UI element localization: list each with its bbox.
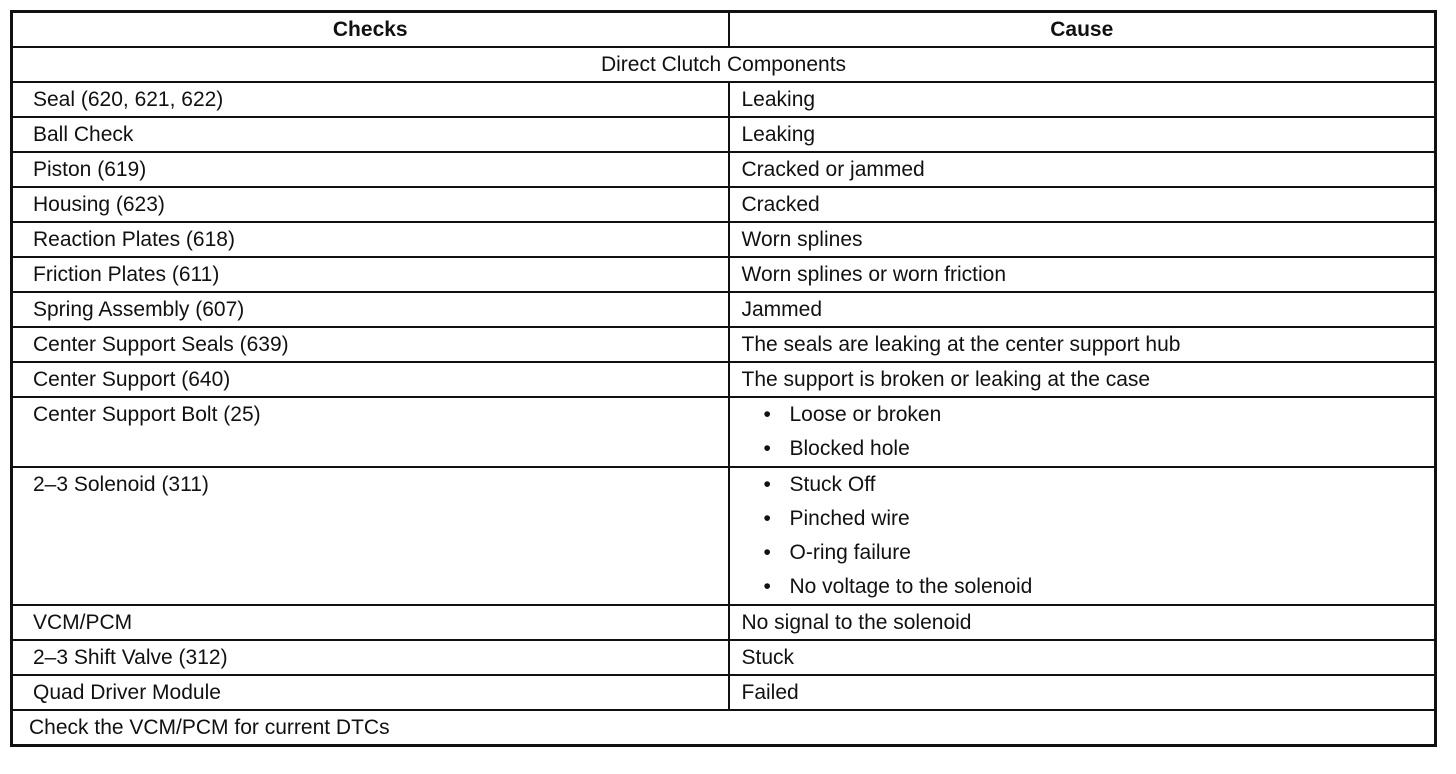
cause-cell: The support is broken or leaking at the case (729, 362, 1436, 397)
cause-cell: Jammed (729, 292, 1436, 327)
cause-bullet-item (764, 570, 1435, 604)
table-row (12, 467, 1436, 605)
check-cell: 2–3 Shift Valve (312) (12, 640, 729, 675)
check-cell: 2–3 Solenoid (311) (12, 467, 729, 605)
table-row (12, 117, 1436, 152)
cause-bullet-item (764, 398, 1435, 432)
cause-bullet-item (764, 432, 1435, 466)
bullet-icon: • (763, 403, 771, 426)
table-row (12, 640, 1436, 675)
cause-bullet-text: Blocked hole (789, 437, 910, 460)
section-row (12, 47, 1436, 82)
cause-cell: Cracked (729, 187, 1436, 222)
footer-row (12, 710, 1436, 746)
cause-bullet-list (742, 468, 1435, 604)
header-row (12, 12, 1436, 48)
table-row (12, 397, 1436, 467)
check-cell: Reaction Plates (618) (12, 222, 729, 257)
cause-cell (729, 467, 1436, 605)
diagnostic-table-container (10, 10, 1434, 747)
section-title: Direct Clutch Components (12, 47, 1436, 82)
cause-cell: The seals are leaking at the center support hub (729, 327, 1436, 362)
cause-cell: Leaking (729, 82, 1436, 117)
check-cell: Center Support Bolt (25) (12, 397, 729, 467)
cause-bullet-text: O-ring failure (789, 541, 911, 564)
check-cell: Piston (619) (12, 152, 729, 187)
cause-bullet-text: No voltage to the solenoid (789, 575, 1033, 598)
check-cell: Seal (620, 621, 622) (12, 82, 729, 117)
table-row (12, 257, 1436, 292)
table-row (12, 292, 1436, 327)
cause-bullet-item (764, 536, 1435, 570)
cause-bullet-list (742, 398, 1435, 466)
cause-bullet-item (764, 502, 1435, 536)
cause-cell: Cracked or jammed (729, 152, 1436, 187)
table-row (12, 675, 1436, 710)
cause-bullet-text: Stuck Off (789, 473, 876, 496)
cause-cell (729, 397, 1436, 467)
bullet-icon: • (763, 507, 771, 530)
cause-cell: Worn splines (729, 222, 1436, 257)
check-cell: VCM/PCM (12, 605, 729, 640)
check-cell: Quad Driver Module (12, 675, 729, 710)
diagnostic-table (10, 10, 1437, 747)
cause-cell: Stuck (729, 640, 1436, 675)
check-cell: Center Support (640) (12, 362, 729, 397)
footer-note: Check the VCM/PCM for current DTCs (12, 710, 1436, 746)
check-cell: Friction Plates (611) (12, 257, 729, 292)
check-cell: Spring Assembly (607) (12, 292, 729, 327)
bullet-icon: • (763, 575, 771, 598)
bullet-icon: • (763, 437, 771, 460)
check-cell: Housing (623) (12, 187, 729, 222)
cause-cell: Worn splines or worn friction (729, 257, 1436, 292)
table-row (12, 187, 1436, 222)
cause-bullet-text: Loose or broken (789, 403, 942, 426)
cause-cell: Failed (729, 675, 1436, 710)
cause-bullet-item (764, 468, 1435, 502)
bullet-icon: • (763, 541, 771, 564)
bullet-icon: • (763, 473, 771, 496)
table-row (12, 152, 1436, 187)
table-row (12, 362, 1436, 397)
check-cell: Center Support Seals (639) (12, 327, 729, 362)
cause-bullet-text: Pinched wire (789, 507, 910, 530)
table-row (12, 82, 1436, 117)
table-row (12, 222, 1436, 257)
header-cause: Cause (729, 12, 1436, 48)
header-checks: Checks (12, 12, 729, 48)
cause-cell: Leaking (729, 117, 1436, 152)
table-row (12, 327, 1436, 362)
cause-cell: No signal to the solenoid (729, 605, 1436, 640)
check-cell: Ball Check (12, 117, 729, 152)
table-row (12, 605, 1436, 640)
